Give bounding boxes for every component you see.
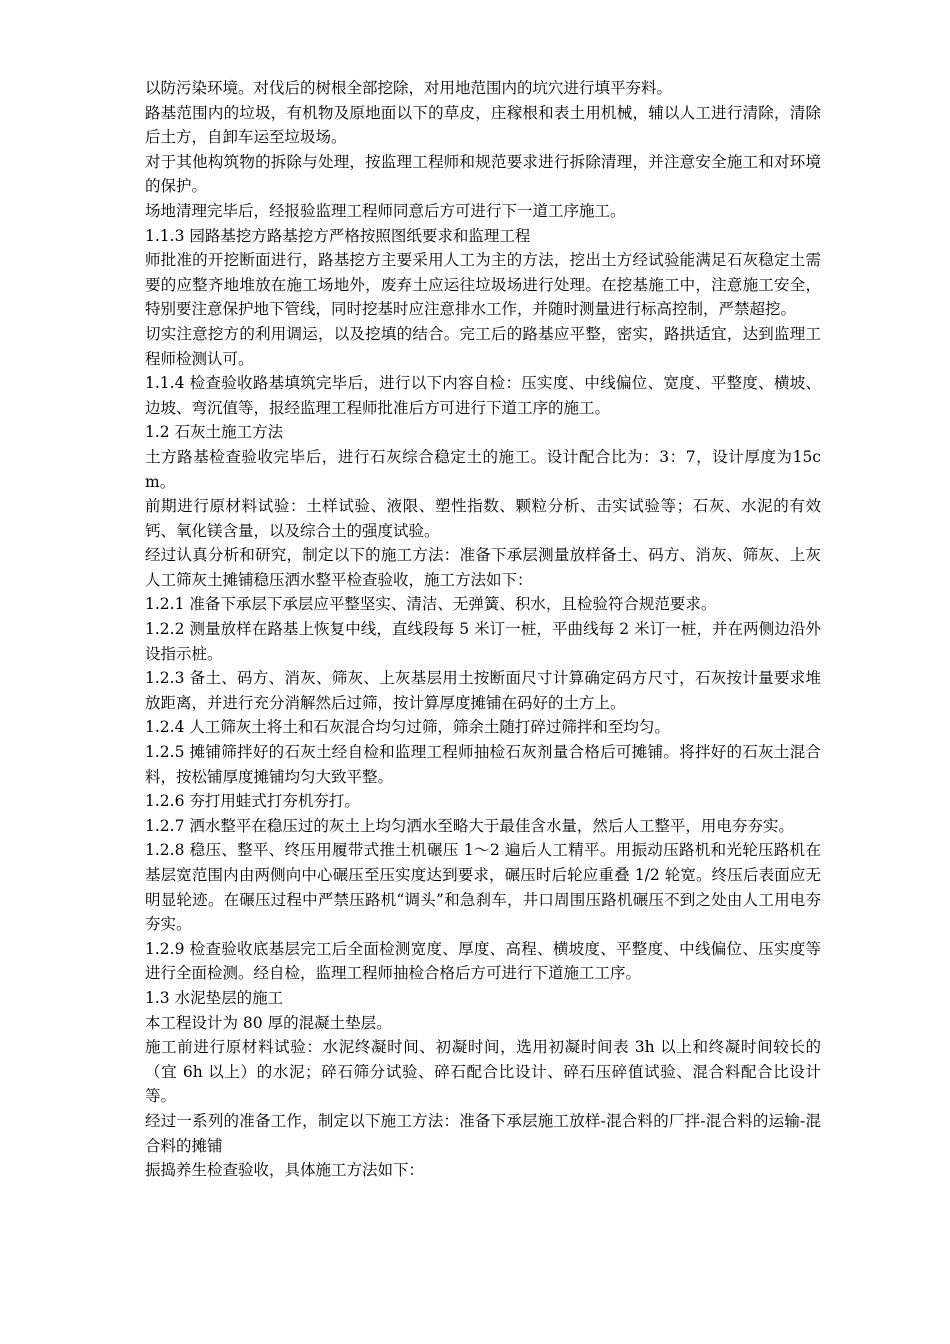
section-1-2-3: 1.2.3 备土、码方、消灰、筛灰、上灰基层用土按断面尺寸计算确定码方尺寸，石灰按计量要求堆放距离，并进行充分消解然后过筛，按计算厚度摊铺在码好的土方上。 (145, 669, 821, 712)
section-1-2-9: 1.2.9 检查验收底基层完工后全面检测宽度、厚度、高程、横坡度、平整度、中线偏位、压实度等进行全面检测。经自检，监理工程师抽检合格后方可进行下道施工工序。 (145, 939, 821, 983)
paragraph-2: 路基范围内的垃圾，有机物及原地面以下的草皮，庄稼根和表土用机械，辅以人工进行清除，清除后土方，自卸车运至垃圾场。 (145, 103, 821, 147)
paragraph-26: 振捣养生检查验收，具体施工方法如下： (145, 1161, 425, 1180)
section-heading-1-1-3: 1.1.3 园路基挖方路基挖方严格按照图纸要求和监理工程 (145, 226, 531, 245)
paragraph-25: 经过一系列的准备工作，制定以下施工方法：准备下承层施工放样-混合料的厂拌-混合料的运输-混合料的摊铺 (145, 1111, 821, 1155)
section-1-2-8: 1.2.8 稳压、整平、终压用履带式推土机碾压 1～2 遍后人工精平。用振动压路机和光轮压路机在基层宽范围内由两侧向中心碾压至压实度达到要求，碾压时后轮应重叠 1/2 轮宽。终压后表面应无明显轮迹。在碾压过程中严禁压路机“调头”和急刹车，井口周围压路机碾压不到之处由人工用电夯夯实。 (145, 841, 821, 934)
paragraph-6: 师批准的开挖断面进行，路基挖方主要采用人工为主的方法，挖出土方经试验能满足石灰稳定土需要的应整齐地堆放在施工场地外，废弃土应运往垃圾场进行处理。在挖基施工中，注意施工安全，特别要注意保护地下管线，同时挖基时应注意排水工作，并随时测量进行标高控制，严禁超挖。 (145, 251, 821, 319)
section-1-1-4: 1.1.4 检查验收路基填筑完毕后，进行以下内容自检：压实度、中线偏位、宽度、平整度、横坡、边坡、弯沉值等，报经监理工程师批准后方可进行下道工序的施工。 (145, 374, 821, 417)
paragraph-7: 切实注意挖方的利用调运，以及挖填的结合。完工后的路基应平整，密实，路拱适宜，达到监理工程师检测认可。 (145, 324, 821, 368)
section-heading-1-3: 1.3 水泥垫层的施工 (145, 988, 284, 1007)
section-heading-1-2: 1.2 石灰土施工方法 (145, 423, 284, 442)
paragraph-4: 场地清理完毕后，经报验监理工程师同意后方可进行下一道工序施工。 (145, 201, 626, 220)
section-1-2-5: 1.2.5 摊铺筛拌好的石灰土经自检和监理工程师抽检石灰剂量合格后可摊铺。将拌好的石灰土混合料，按松铺厚度摊铺均匀大致平整。 (145, 743, 821, 786)
paragraph-24: 施工前进行原材料试验：水泥终凝时间、初凝时间，选用初凝时间表 3h 以上和终凝时间较长的（宜 6h 以上）的水泥；碎石筛分试验、碎石配合比设计、碎石压碎值试验、混合料配合比设计等。 (145, 1038, 821, 1106)
section-1-2-4: 1.2.4 人工筛灰土将土和石灰混合均匀过筛，筛余土随打碎过筛拌和至均匀。 (145, 718, 670, 737)
paragraph-12: 经过认真分析和研究，制定以下的施工方法：准备下承层测量放样备土、码方、消灰、筛灰、上灰人工筛灰土摊铺稳压洒水整平检查验收，施工方法如下： (145, 546, 821, 589)
paragraph-1: 以防污染环境。对伐后的树根全部挖除，对用地范围内的坑穴进行填平夯料。 (145, 79, 673, 97)
section-1-2-2: 1.2.2 测量放样在路基上恢复中线，直线段每 5 米订一桩，平曲线每 2 米订一桩，并在两侧边沿外设指示桩。 (145, 620, 821, 663)
paragraph-23: 本工程设计为 80 厚的混凝土垫层。 (145, 1013, 392, 1032)
paragraph-11: 前期进行原材料试验：土样试验、液限、塑性指数、颗粒分析、击实试验等；石灰、水泥的有效钙、氧化镁含量，以及综合土的强度试验。 (145, 497, 821, 540)
section-1-2-6: 1.2.6 夯打用蛙式打夯机夯打。 (145, 792, 360, 811)
section-1-2-7: 1.2.7 洒水整平在稳压过的灰土上均匀洒水至略大于最佳含水量，然后人工整平，用电夯夯实。 (145, 816, 794, 835)
document-body (145, 76, 821, 1183)
paragraph-3: 对于其他构筑物的拆除与处理，按监理工程师和规范要求进行拆除清理，并注意安全施工和对环境的保护。 (145, 152, 821, 196)
section-1-2-1: 1.2.1 准备下承层下承层应平整坚实、清洁、无弹簧、积水，且检验符合规范要求。 (145, 595, 717, 614)
paragraph-10: 土方路基检查验收完毕后，进行石灰综合稳定土的施工。设计配合比为：3：7，设计厚度为15cm。 (145, 447, 821, 491)
